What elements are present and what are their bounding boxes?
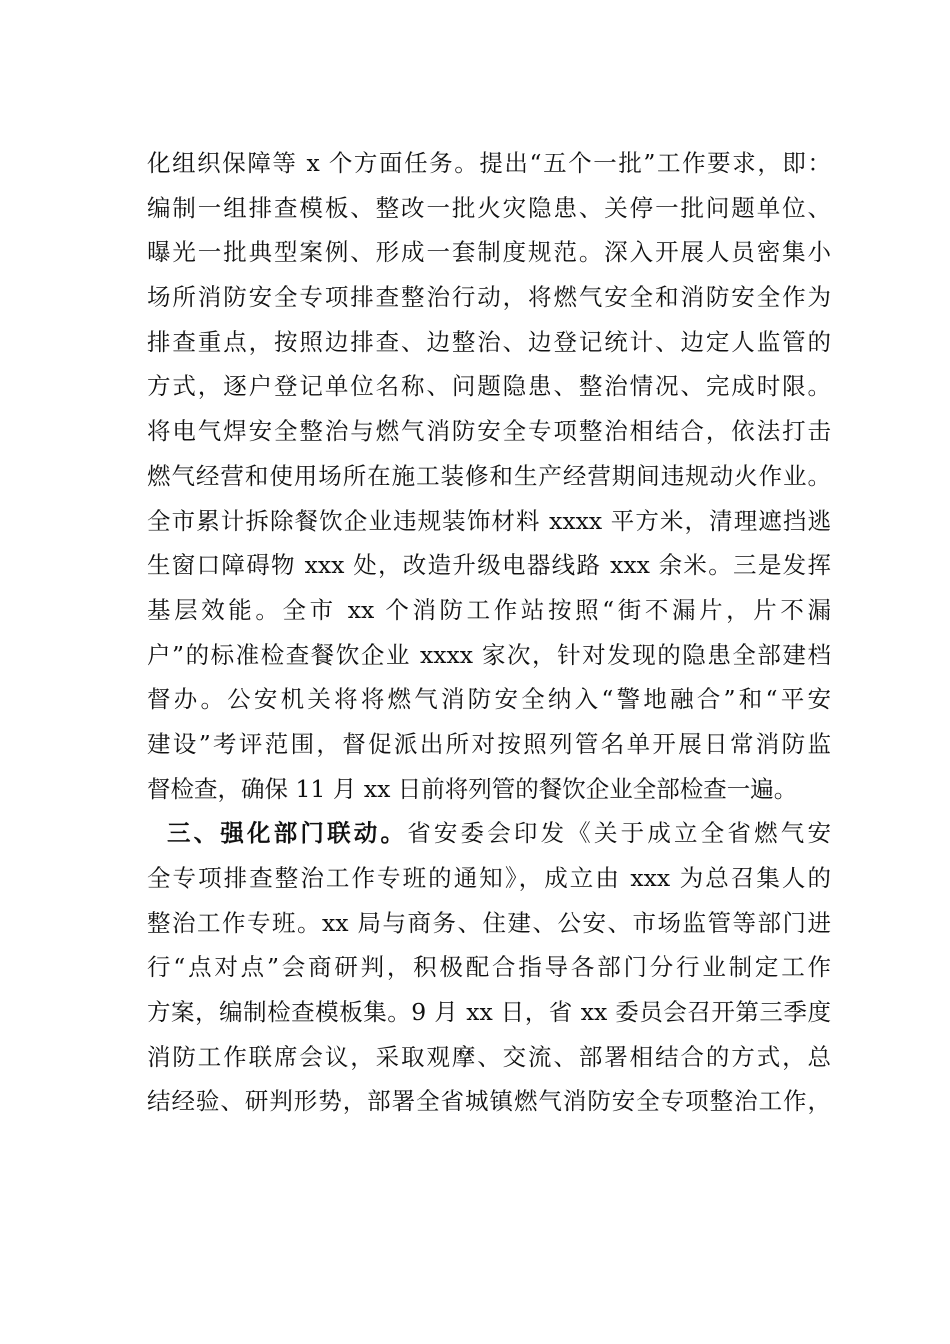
paragraph-1 [147, 141, 831, 811]
text-line: 燃气经营和使用场所在施工装修和生产经营期间违规动火作业。 [147, 461, 831, 490]
text-line: 督办。公安机关将将燃气消防安全纳入“警地融合”和“平安 [147, 685, 831, 714]
text-line: 编制一组排查模板、整改一批火灾隐患、关停一批问题单位、 [147, 193, 831, 222]
text-line: 建设”考评范围，督促派出所对按照列管名单开展日常消防监 [147, 729, 831, 758]
text-line: 行“点对点”会商研判，积极配合指导各部门分行业制定工作 [147, 953, 831, 982]
text-line: 整治工作专班。xx 局与商务、住建、公安、市场监管等部门进 [147, 908, 831, 937]
text-line: 将电气焊安全整治与燃气消防安全专项整治相结合，依法打击 [147, 417, 831, 446]
document-page [147, 141, 831, 1124]
text-line: 生窗口障碍物 xxx 处，改造升级电器线路 xxx 余米。三是发挥 [147, 551, 831, 580]
section-heading: 三、强化部门联动。 [167, 819, 408, 848]
text-line: 基层效能。全市 xx 个消防工作站按照“街不漏片，片不漏 [147, 595, 831, 624]
text-line: 方案，编制检查模板集。9 月 xx 日，省 xx 委员会召开第三季度 [147, 998, 831, 1027]
text-line: 排查重点，按照边排查、边整治、边登记统计、边定人监管的 [147, 327, 831, 356]
text-run: 省安委会印发《关于成立全省燃气安 [407, 819, 831, 848]
text-line: 消防工作联席会议，采取观摩、交流、部署相结合的方式，总 [147, 1042, 831, 1071]
text-line [147, 811, 831, 856]
text-line: 户”的标准检查餐饮企业 xxxx 家次，针对发现的隐患全部建档 [147, 640, 831, 669]
text-line: 结经验、研判形势，部署全省城镇燃气消防安全专项整治工作， [147, 1087, 831, 1116]
text-line: 曝光一批典型案例、形成一套制度规范。深入开展人员密集小 [147, 238, 831, 267]
text-line: 全专项排查整治工作专班的通知》，成立由 xxx 为总召集人的 [147, 864, 831, 892]
text-line: 化组织保障等 x 个方面任务。提出“五个一批”工作要求，即： [147, 149, 831, 177]
text-line: 场所消防安全专项排查整治行动，将燃气安全和消防安全作为 [147, 283, 831, 312]
paragraph-2 [147, 811, 831, 1124]
text-line: 督检查，确保 11 月 xx 日前将列管的餐饮企业全部检查一遍。 [147, 774, 798, 803]
text-line: 方式，逐户登记单位名称、问题隐患、整治情况、完成时限。 [147, 372, 831, 401]
text-line: 全市累计拆除餐饮企业违规装饰材料 xxxx 平方米，清理遮挡逃 [147, 506, 831, 535]
